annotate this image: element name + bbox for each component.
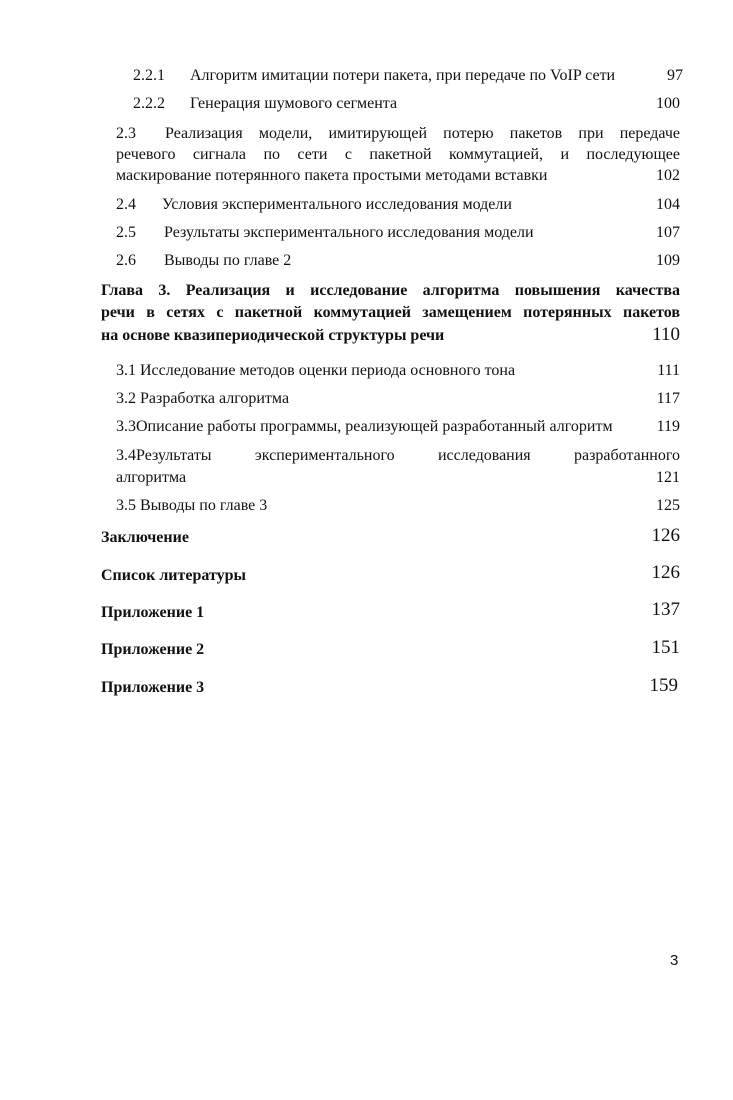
entry-page: 97 bbox=[667, 67, 683, 84]
entry-page: 119 bbox=[656, 418, 680, 435]
entry-page: 126 bbox=[651, 525, 680, 546]
entry-title: 3.5 Выводы по главе 3 bbox=[116, 497, 268, 514]
entry-number: 2.5 bbox=[116, 224, 136, 241]
entry-page: 126 bbox=[651, 562, 680, 583]
entry-number: 2.2.2 bbox=[133, 95, 165, 112]
entry-page: 107 bbox=[656, 224, 680, 241]
entry-page: 151 bbox=[651, 637, 680, 658]
entry-title: Заключение bbox=[101, 529, 189, 546]
chapter-title-line-3: на основе квазипериодической структуры речи bbox=[101, 327, 445, 344]
entry-page: 109 bbox=[656, 252, 680, 269]
entry-title: Алгоритм имитации потери пакета, при передаче по VoIP сети bbox=[190, 67, 616, 84]
entry-page: 137 bbox=[651, 599, 680, 620]
entry-page: 159 bbox=[649, 675, 678, 696]
entry-title: 3.3Описание работы программы, реализующей разработанный алгоритм bbox=[116, 418, 613, 435]
entry-title-line-1: Реализация модели, имитирующей потерю пакетов при передаче bbox=[165, 125, 680, 142]
entry-number: 2.3 bbox=[116, 125, 136, 142]
entry-title: Приложение 2 bbox=[101, 641, 205, 658]
entry-title-line-1: 3.4Результаты экспериментального исследования разработанного bbox=[116, 447, 680, 464]
entry-title: Генерация шумового сегмента bbox=[190, 95, 398, 112]
entry-title: Приложение 3 bbox=[101, 679, 205, 696]
entry-page: 102 bbox=[656, 167, 680, 184]
chapter-page: 110 bbox=[652, 324, 680, 345]
entry-title: Условия экспериментального исследования модели bbox=[162, 196, 512, 213]
entry-title: Результаты экспериментального исследования модели bbox=[164, 224, 534, 241]
chapter-title-line-1: Глава 3. Реализация и исследование алгоритма повышения качества bbox=[101, 282, 680, 299]
entry-page: 111 bbox=[657, 362, 680, 379]
entry-title-line-2: речевого сигнала по сети с пакетной коммутацией, и последующее bbox=[116, 146, 680, 163]
entry-title: 3.1 Исследование методов оценки периода основного тона bbox=[116, 362, 516, 379]
entry-title-line-2: алгоритма bbox=[116, 469, 187, 486]
entry-title-line-3: маскирование потерянного пакета простыми методами вставки bbox=[116, 167, 548, 184]
entry-title: Список литературы bbox=[101, 567, 246, 584]
entry-number: 2.6 bbox=[116, 252, 136, 269]
entry-page: 117 bbox=[656, 390, 680, 407]
entry-number: 2.2.1 bbox=[133, 67, 165, 84]
entry-page: 104 bbox=[656, 196, 680, 213]
entry-page: 125 bbox=[656, 497, 680, 514]
entry-title: 3.2 Разработка алгоритма bbox=[116, 390, 290, 407]
entry-title: Приложение 1 bbox=[101, 604, 205, 621]
entry-number: 2.4 bbox=[116, 196, 136, 213]
page-number: 3 bbox=[670, 952, 679, 969]
entry-page: 100 bbox=[656, 95, 680, 112]
entry-page: 121 bbox=[656, 469, 680, 486]
chapter-title-line-2: речи в сетях с пакетной коммутацией замещением потерянных пакетов bbox=[101, 304, 680, 321]
entry-title: Выводы по главе 2 bbox=[164, 252, 292, 269]
